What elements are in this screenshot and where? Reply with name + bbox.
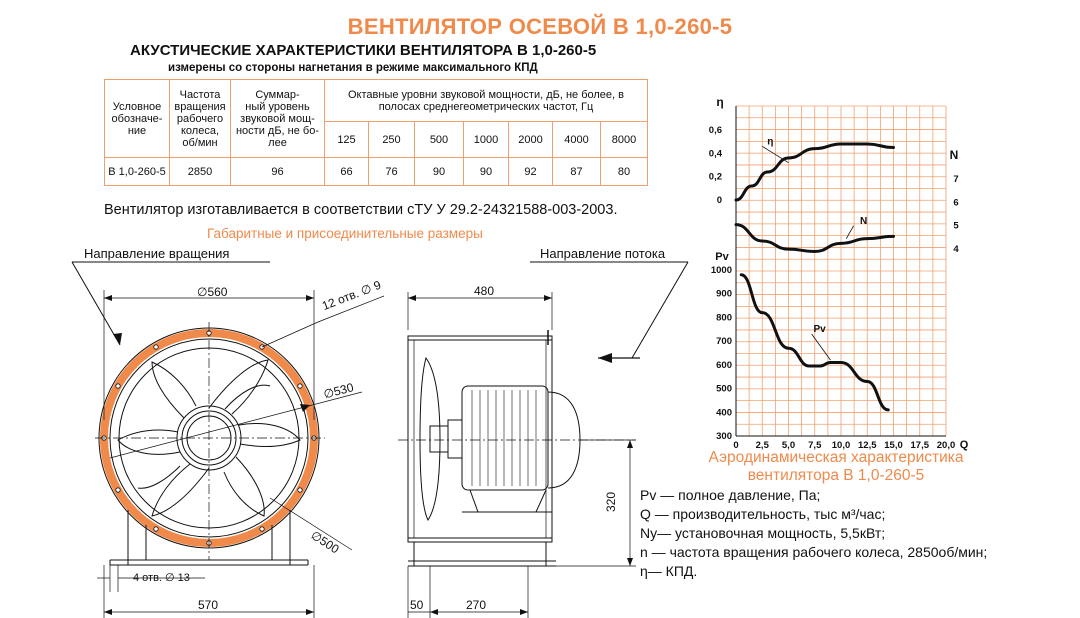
x-tick-label: 2,5	[755, 440, 769, 451]
motor-fins	[472, 390, 536, 486]
chart-labels	[715, 95, 968, 451]
header-total-level: Суммар- ный уровень звуковой мощ- ности дБ, не бо- лее	[231, 80, 325, 158]
x-tick-label: 17,5	[910, 440, 929, 451]
rotation-label: Направление вращения	[84, 246, 230, 261]
row-total: 96	[231, 158, 325, 186]
freq-8000: 8000	[601, 122, 648, 158]
row-level-250: 76	[369, 158, 415, 186]
legend-eta: η— КПД.	[640, 563, 698, 579]
row-level-4000: 87	[553, 158, 601, 186]
eta-tick-label: 0	[716, 195, 722, 206]
series-label: N	[859, 215, 868, 227]
pv-tick-label: 300	[716, 431, 732, 442]
aero-chart	[700, 88, 980, 452]
dim-d500: ∅500	[308, 528, 342, 557]
n-tick-label: 5	[953, 220, 959, 232]
dim-d560: ∅560	[197, 285, 228, 299]
legend-q: Q — производительность, тыс м³/час;	[640, 506, 886, 522]
n-tick-label: 7	[953, 174, 959, 185]
freq-500: 500	[415, 122, 464, 158]
tu-note: Вентилятор изготавливается в соответствии сТУ У 29.2-24321588-003-2003.	[104, 202, 618, 218]
dim-holes12: 12 отв. ∅ 9	[320, 277, 383, 314]
row-speed: 2850	[170, 158, 231, 186]
pv-tick-label: 500	[716, 383, 732, 395]
acoustic-subtitle: измерены со стороны нагнетания в режиме максимального КПД	[168, 62, 538, 74]
n-tick-label: 4	[953, 244, 959, 255]
dim-480: 480	[474, 284, 495, 298]
freq-1000: 1000	[464, 122, 509, 158]
series-leader	[846, 226, 853, 239]
row-level-125: 66	[325, 158, 369, 186]
eta-axis-title: η	[716, 95, 724, 109]
chart-title: Аэродинамическая характеристика вентилятора В 1,0-260-5	[708, 449, 964, 484]
row-designation: В 1,0-260-5	[105, 158, 170, 186]
series-label: Pv	[813, 324, 826, 336]
pv-axis-title: Pv	[715, 251, 729, 263]
x-tick-label: 15,0	[884, 440, 903, 451]
dim-320: 320	[604, 491, 618, 512]
series-label: η	[767, 136, 774, 148]
flow-label: Направление потока	[540, 246, 666, 261]
pv-tick-label: 600	[716, 359, 732, 371]
pv-tick-label: 1000	[710, 265, 732, 276]
eta-tick-label: 0,2	[708, 171, 722, 183]
n-tick-label: 6	[953, 197, 959, 209]
n-axis-title: N	[949, 148, 959, 162]
row-level-2000: 92	[509, 158, 553, 186]
x-tick-label: 0	[733, 440, 739, 451]
dims-title: Габаритные и присоединительные размеры	[207, 226, 483, 241]
pv-tick-label: 700	[716, 336, 732, 348]
row-level-8000: 80	[601, 158, 648, 186]
dim-50: 50	[410, 598, 424, 612]
x-axis-title: Q	[959, 439, 969, 451]
eta-tick-label: 0,6	[708, 125, 722, 136]
x-tick-label: 10,0	[831, 440, 851, 451]
chart-ticks	[709, 125, 960, 451]
dim-d530: ∅530	[322, 380, 356, 402]
freq-4000: 4000	[553, 122, 601, 158]
acoustic-title: АКУСТИЧЕСКИЕ ХАРАКТЕРИСТИКИ ВЕНТИЛЯТОРА В 1,0-260-5	[130, 42, 597, 59]
x-tick-label: 7,5	[808, 440, 822, 451]
header-designation: Условное обозначе- ние	[105, 80, 170, 158]
dim-570: 570	[198, 598, 219, 612]
freq-125: 125	[325, 122, 369, 158]
freq-2000: 2000	[509, 122, 553, 158]
legend-pv: Pv — полное давление, Па;	[640, 487, 821, 503]
legend	[640, 486, 987, 581]
legend-ny: Ny— установочная мощность, 5,5кВт;	[640, 525, 886, 541]
header-octave: Октавные уровни звуковой мощности, дБ, не более, в полосах среднегеометрических частот, Гц	[325, 80, 648, 122]
dim-holes4: 4 отв. ∅ 13	[133, 572, 190, 584]
document-title: ВЕНТИЛЯТОР ОСЕВОЙ В 1,0-260-5	[347, 14, 733, 39]
freq-250: 250	[369, 122, 415, 158]
x-tick-label: 20,0	[936, 440, 956, 451]
row-level-1000: 90	[464, 158, 509, 186]
dim-270: 270	[466, 598, 487, 612]
eta-tick-label: 0,4	[708, 148, 722, 160]
header-speed: Частота вращения рабочего колеса, об/мин	[170, 80, 231, 158]
legend-n: n — частота вращения рабочего колеса, 2850об/мин;	[640, 544, 988, 560]
row-level-500: 90	[415, 158, 464, 186]
x-tick-label: 12,5	[858, 440, 877, 451]
pv-tick-label: 400	[716, 407, 732, 419]
chart-grid	[736, 106, 946, 436]
x-tick-label: 5,0	[781, 440, 796, 451]
pv-tick-label: 900	[716, 288, 732, 300]
front-view	[72, 262, 384, 618]
pv-tick-label: 800	[716, 312, 732, 324]
